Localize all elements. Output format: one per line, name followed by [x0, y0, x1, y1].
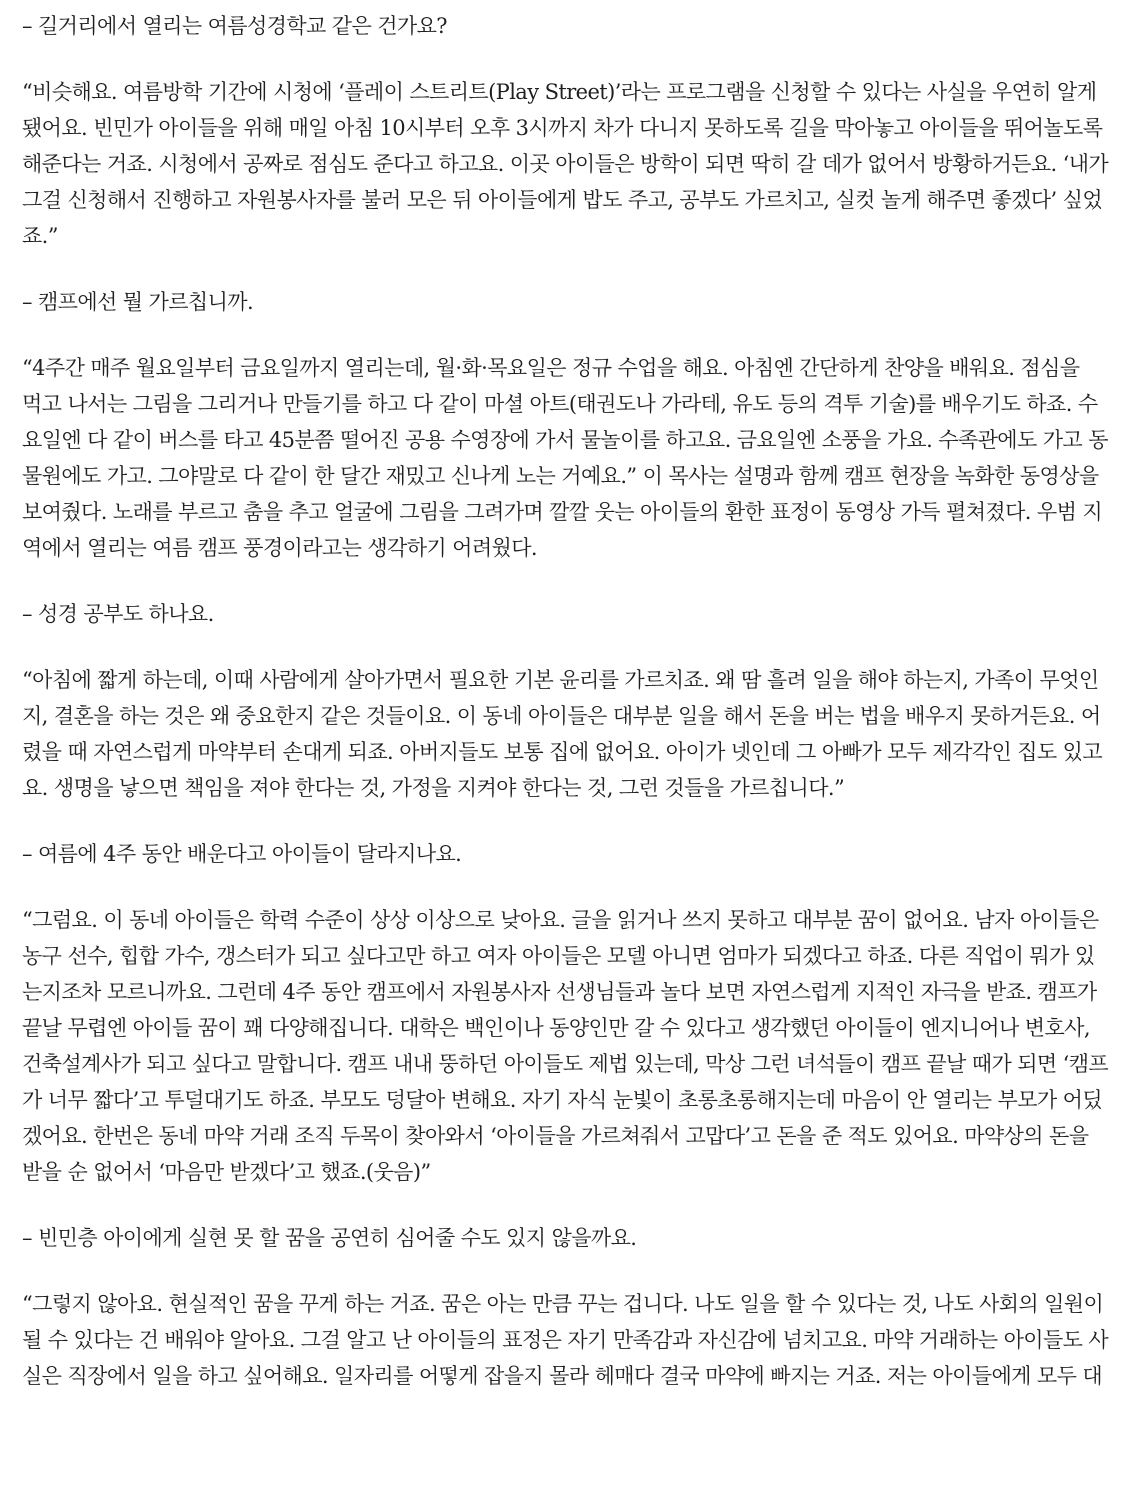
text-line: 실은 직장에서 일을 하고 싶어해요. 일자리를 어떻게 잡을지 몰라 헤매다 결국 마약에 빠지는 거죠. 저는 아이들에게 모두 대 [22, 1364, 1103, 1388]
text-line: – 캠프에선 뭘 가르칩니까. [22, 290, 254, 314]
interview-question [22, 8, 1113, 44]
text-line: “아침에 짧게 하는데, 이때 사람에게 살아가면서 필요한 기본 윤리를 가르치죠. 왜 땀 흘려 일을 해야 하는지, 가족이 무엇인 [22, 668, 1099, 692]
interview-question [22, 284, 1113, 320]
interview-answer [22, 902, 1113, 1190]
interview-answer [22, 1286, 1113, 1394]
text-line: 겠어요. 한번은 동네 마약 거래 조직 두목이 찾아와서 ‘아이들을 가르쳐줘서 고맙다’고 돈을 준 적도 있어요. 마약상의 돈을 [22, 1124, 1089, 1148]
text-line: 농구 선수, 힙합 가수, 갱스터가 되고 싶다고만 하고 여자 아이들은 모델 아니면 엄마가 되겠다고 하죠. 다른 직업이 뭐가 있 [22, 944, 1095, 968]
text-line: 가 너무 짧다’고 투덜대기도 하죠. 부모도 덩달아 변해요. 자기 자식 눈빛이 초롱초롱해지는데 마음이 안 열리는 부모가 어딨 [22, 1088, 1103, 1112]
text-line: 먹고 나서는 그림을 그리거나 만들기를 하고 다 같이 마셜 아트(태권도나 가라테, 유도 등의 격투 기술)를 배우기도 하죠. 수 [22, 392, 1098, 416]
text-line: “비슷해요. 여름방학 기간에 시청에 ‘플레이 스트리트(Play Street)’라는 프로그램을 신청할 수 있다는 사실을 우연히 알게 [22, 80, 1097, 104]
interview-question [22, 1220, 1113, 1256]
text-line: 됐어요. 빈민가 아이들을 위해 매일 아침 10시부터 오후 3시까지 차가 다니지 못하도록 길을 막아놓고 아이들을 뛰어놀도록 [22, 116, 1103, 140]
interview-question [22, 836, 1113, 872]
text-line: 받을 순 없어서 ‘마음만 받겠다’고 했죠.(웃음)” [22, 1160, 431, 1184]
text-line: 보여줬다. 노래를 부르고 춤을 추고 얼굴에 그림을 그려가며 깔깔 웃는 아이들의 환한 표정이 동영상 가득 펼쳐졌다. 우범 지 [22, 500, 1103, 524]
interview-question [22, 596, 1113, 632]
text-line: 건축설계사가 되고 싶다고 말합니다. 캠프 내내 뚱하던 아이들도 제법 있는데, 막상 그런 녀석들이 캠프 끝날 때가 되면 ‘캠프 [22, 1052, 1109, 1076]
text-line: 될 수 있다는 건 배워야 알아요. 그걸 알고 난 아이들의 표정은 자기 만족감과 자신감에 넘치고요. 마약 거래하는 아이들도 사 [22, 1328, 1109, 1352]
text-line: 그걸 신청해서 진행하고 자원봉사자를 불러 모은 뒤 아이들에게 밥도 주고, 공부도 가르치고, 실컷 놀게 해주면 좋겠다’ 싶었 [22, 188, 1103, 212]
text-line: 요. 생명을 낳으면 책임을 져야 한다는 것, 가정을 지켜야 한다는 것, 그런 것들을 가르칩니다.” [22, 776, 845, 800]
text-line: “그렇지 않아요. 현실적인 꿈을 꾸게 하는 거죠. 꿈은 아는 만큼 꾸는 겁니다. 나도 일을 할 수 있다는 것, 나도 사회의 일원이 [22, 1292, 1104, 1316]
text-line: 렸을 때 자연스럽게 마약부터 손대게 되죠. 아버지들도 보통 집에 없어요. 아이가 넷인데 그 아빠가 모두 제각각인 집도 있고 [22, 740, 1103, 764]
text-line: – 길거리에서 열리는 여름성경학교 같은 건가요? [22, 14, 447, 38]
text-line: “4주간 매주 월요일부터 금요일까지 열리는데, 월·화·목요일은 정규 수업을 해요. 아침엔 간단하게 찬양을 배워요. 점심을 [22, 356, 1080, 380]
text-line: 요일엔 다 같이 버스를 타고 45분쯤 떨어진 공용 수영장에 가서 물놀이를 하고요. 금요일엔 소풍을 가요. 수족관에도 가고 동 [22, 428, 1108, 452]
text-line: 역에서 열리는 여름 캠프 풍경이라고는 생각하기 어려웠다. [22, 536, 537, 560]
text-line: – 성경 공부도 하나요. [22, 602, 214, 626]
text-line: 끝날 무렵엔 아이들 꿈이 꽤 다양해집니다. 대학은 백인이나 동양인만 갈 수 있다고 생각했던 아이들이 엔지니어나 변호사, [22, 1016, 1090, 1040]
interview-answer [22, 662, 1113, 806]
text-line: 물원에도 가고. 그야말로 다 같이 한 달간 재밌고 신나게 노는 거예요.” 이 목사는 설명과 함께 캠프 현장을 녹화한 동영상을 [22, 464, 1099, 488]
text-line: – 여름에 4주 동안 배운다고 아이들이 달라지나요. [22, 842, 462, 866]
text-line: – 빈민층 아이에게 실현 못 할 꿈을 공연히 심어줄 수도 있지 않을까요. [22, 1226, 637, 1250]
text-line: 해준다는 거죠. 시청에서 공짜로 점심도 준다고 하고요. 이곳 아이들은 방학이 되면 딱히 갈 데가 없어서 방황하거든요. ‘내가 [22, 152, 1109, 176]
text-line: 는지조차 모르니까요. 그런데 4주 동안 캠프에서 자원봉사자 선생님들과 놀다 보면 자연스럽게 지적인 자극을 받죠. 캠프가 [22, 980, 1097, 1004]
text-line: “그럼요. 이 동네 아이들은 학력 수준이 상상 이상으로 낮아요. 글을 읽거나 쓰지 못하고 대부분 꿈이 없어요. 남자 아이들은 [22, 908, 1099, 932]
text-line: 지, 결혼을 하는 것은 왜 중요한지 같은 것들이요. 이 동네 아이들은 대부분 일을 해서 돈을 버는 법을 배우지 못하거든요. 어 [22, 704, 1101, 728]
interview-answer [22, 74, 1113, 254]
text-line: 죠.” [22, 224, 58, 248]
interview-answer [22, 350, 1113, 566]
